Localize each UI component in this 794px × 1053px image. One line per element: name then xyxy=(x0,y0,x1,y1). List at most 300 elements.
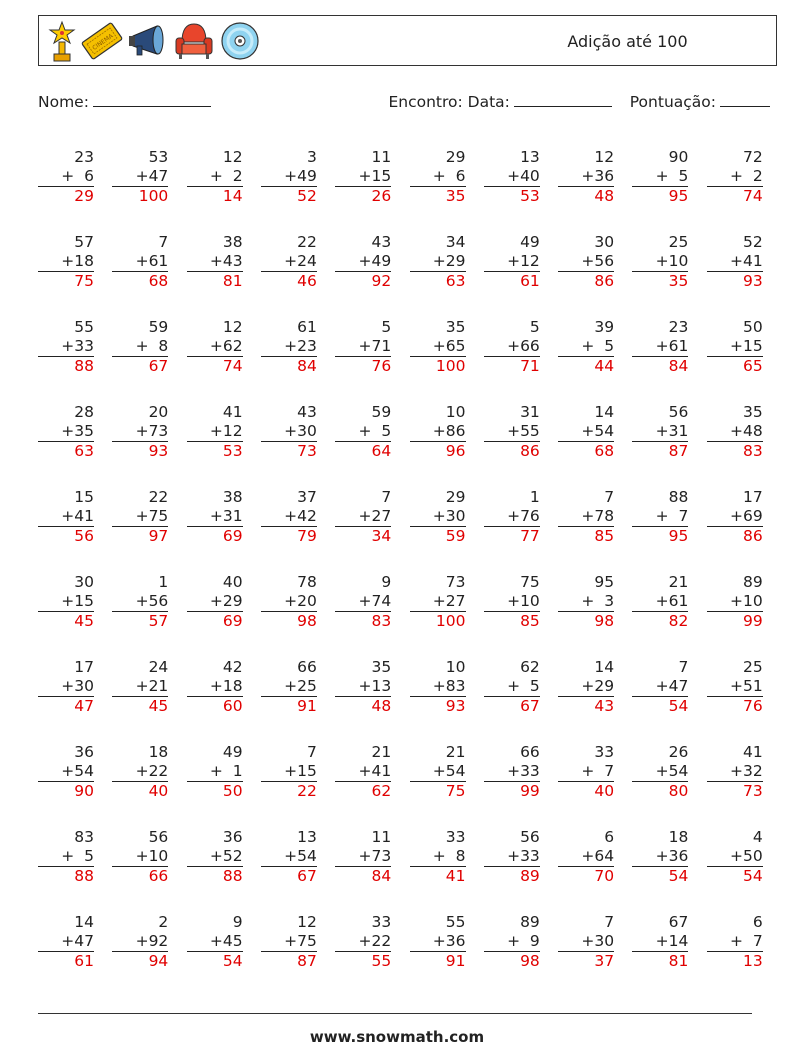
addend-bottom: +31 xyxy=(655,422,689,440)
addend-top: 23 xyxy=(74,148,94,166)
answer: 35 xyxy=(632,271,688,291)
addend-bottom: +51 xyxy=(729,677,763,695)
answer: 45 xyxy=(38,611,94,631)
addend-top: 10 xyxy=(445,403,466,421)
addend-bottom: +27 xyxy=(432,592,466,610)
answer: 100 xyxy=(112,186,168,206)
addend-top: 22 xyxy=(297,233,317,251)
addend-top: 18 xyxy=(668,828,689,846)
addition-problem xyxy=(38,148,94,206)
addend-bottom: +86 xyxy=(432,422,466,440)
answer: 60 xyxy=(187,696,243,716)
addend-top: 18 xyxy=(148,743,169,761)
addend-bottom: +21 xyxy=(135,677,169,695)
addend-top: 35 xyxy=(445,318,466,336)
answer: 34 xyxy=(335,526,391,546)
addition-problem xyxy=(112,828,168,886)
answer: 22 xyxy=(261,781,317,801)
megaphone-icon xyxy=(127,20,169,62)
addend-top: 53 xyxy=(148,148,169,166)
addend-bottom: +56 xyxy=(135,592,169,610)
addition-problem xyxy=(558,828,614,886)
addition-problem xyxy=(187,913,243,971)
addition-problem xyxy=(261,233,317,291)
addend-top: 5 xyxy=(529,318,540,336)
addition-problem xyxy=(261,403,317,461)
addend-top: 59 xyxy=(148,318,169,336)
addend-bottom: +83 xyxy=(432,677,466,695)
answer: 69 xyxy=(187,526,243,546)
addend-top: 34 xyxy=(445,233,466,251)
answer: 87 xyxy=(632,441,688,461)
answer: 77 xyxy=(484,526,540,546)
date-blank[interactable] xyxy=(514,92,612,107)
addition-problem xyxy=(38,913,94,971)
addition-problem xyxy=(632,573,688,631)
addend-top: 75 xyxy=(520,573,540,591)
addition-problem xyxy=(261,488,317,546)
addition-problem xyxy=(558,403,614,461)
addend-top: 6 xyxy=(752,913,763,931)
addend-bottom: +56 xyxy=(581,252,615,270)
answer: 46 xyxy=(261,271,317,291)
addend-bottom: +27 xyxy=(358,507,392,525)
addend-bottom: +30 xyxy=(284,422,317,440)
addition-problem xyxy=(261,148,317,206)
answer: 99 xyxy=(484,781,540,801)
addend-bottom: +61 xyxy=(655,592,689,610)
addend-top: 43 xyxy=(297,403,317,421)
addition-problem xyxy=(38,233,94,291)
addend-bottom: +12 xyxy=(209,422,243,440)
addend-bottom: +43 xyxy=(209,252,243,270)
answer: 57 xyxy=(112,611,168,631)
addend-top: 57 xyxy=(74,233,94,251)
addition-problem xyxy=(261,743,317,801)
addend-bottom: +61 xyxy=(655,337,689,355)
addend-top: 40 xyxy=(222,573,243,591)
addend-top: 90 xyxy=(668,148,689,166)
addition-problem xyxy=(632,828,688,886)
addend-bottom: +29 xyxy=(581,677,615,695)
addend-top: 15 xyxy=(74,488,94,506)
addend-bottom: +30 xyxy=(432,507,466,525)
addend-top: 22 xyxy=(148,488,169,506)
score-blank[interactable] xyxy=(720,92,770,107)
addend-bottom: +54 xyxy=(61,762,94,780)
addend-bottom: + 2 xyxy=(729,167,763,185)
addend-bottom: + 8 xyxy=(432,847,466,865)
addition-problem xyxy=(558,148,614,206)
addition-problem xyxy=(112,233,168,291)
addition-problem xyxy=(410,743,466,801)
answer: 55 xyxy=(335,951,391,971)
addend-bottom: + 7 xyxy=(581,762,615,780)
addend-top: 12 xyxy=(297,913,317,931)
addend-top: 35 xyxy=(371,658,392,676)
answer: 84 xyxy=(261,356,317,376)
addition-problem xyxy=(187,318,243,376)
addend-top: 39 xyxy=(594,318,615,336)
answer: 89 xyxy=(484,866,540,886)
trophy-icon xyxy=(47,20,77,62)
addition-problem xyxy=(484,148,540,206)
addend-bottom: + 6 xyxy=(432,167,466,185)
addend-bottom: +33 xyxy=(507,847,540,865)
answer: 63 xyxy=(410,271,466,291)
addition-problem xyxy=(484,488,540,546)
addition-problem xyxy=(707,573,763,631)
addition-problem xyxy=(112,658,168,716)
answer: 44 xyxy=(558,356,614,376)
answer: 93 xyxy=(112,441,168,461)
answer: 74 xyxy=(707,186,763,206)
addend-top: 13 xyxy=(297,828,317,846)
header-box xyxy=(38,15,777,66)
answer: 98 xyxy=(558,611,614,631)
addend-bottom: + 2 xyxy=(209,167,243,185)
addend-bottom: +52 xyxy=(209,847,243,865)
answer: 54 xyxy=(187,951,243,971)
addition-problem xyxy=(187,233,243,291)
name-blank[interactable] xyxy=(93,92,211,107)
addition-problem xyxy=(335,148,391,206)
addend-top: 21 xyxy=(371,743,392,761)
addend-top: 25 xyxy=(668,233,689,251)
addend-top: 9 xyxy=(232,913,243,931)
addend-bottom: + 3 xyxy=(581,592,615,610)
addend-bottom: +18 xyxy=(209,677,243,695)
addend-top: 72 xyxy=(742,148,763,166)
addition-problem xyxy=(261,658,317,716)
answer: 75 xyxy=(38,271,94,291)
answer: 40 xyxy=(112,781,168,801)
addend-top: 14 xyxy=(594,658,615,676)
addend-top: 12 xyxy=(594,148,615,166)
addend-bottom: +10 xyxy=(507,592,540,610)
addend-top: 73 xyxy=(445,573,466,591)
addition-problem xyxy=(187,573,243,631)
addend-bottom: +33 xyxy=(61,337,94,355)
addition-problem xyxy=(112,488,168,546)
addend-bottom: + 5 xyxy=(358,422,392,440)
addend-bottom: +66 xyxy=(507,337,540,355)
addition-problem xyxy=(707,318,763,376)
addend-top: 17 xyxy=(74,658,94,676)
answer: 47 xyxy=(38,696,94,716)
addition-problem xyxy=(707,403,763,461)
addend-top: 11 xyxy=(371,828,392,846)
name-field xyxy=(38,92,211,111)
addend-top: 38 xyxy=(222,233,243,251)
addend-top: 3 xyxy=(307,148,317,166)
addend-bottom: +69 xyxy=(729,507,763,525)
answer: 86 xyxy=(707,526,763,546)
addition-problem xyxy=(410,148,466,206)
addend-bottom: +15 xyxy=(284,762,317,780)
addition-problem xyxy=(632,403,688,461)
addend-top: 49 xyxy=(222,743,243,761)
addition-problem xyxy=(484,658,540,716)
addition-problem xyxy=(112,913,168,971)
addend-top: 56 xyxy=(520,828,540,846)
addition-problem xyxy=(38,488,94,546)
addend-top: 12 xyxy=(222,318,243,336)
addend-top: 7 xyxy=(381,488,392,506)
answer: 88 xyxy=(187,866,243,886)
addend-top: 7 xyxy=(678,658,689,676)
addend-top: 30 xyxy=(74,573,94,591)
addend-bottom: +29 xyxy=(432,252,466,270)
answer: 100 xyxy=(410,356,466,376)
addend-top: 28 xyxy=(74,403,94,421)
answer: 54 xyxy=(632,866,688,886)
addend-bottom: + 7 xyxy=(655,507,689,525)
addend-top: 12 xyxy=(222,148,243,166)
addition-problem xyxy=(410,573,466,631)
addend-bottom: + 5 xyxy=(507,677,540,695)
addend-top: 55 xyxy=(445,913,466,931)
addend-top: 35 xyxy=(742,403,763,421)
addend-bottom: +61 xyxy=(135,252,169,270)
addend-bottom: + 9 xyxy=(507,932,540,950)
addend-top: 56 xyxy=(668,403,689,421)
addend-bottom: +14 xyxy=(655,932,689,950)
addition-problem xyxy=(187,658,243,716)
answer: 62 xyxy=(335,781,391,801)
answer: 91 xyxy=(261,696,317,716)
addition-problem xyxy=(261,573,317,631)
addend-bottom: +36 xyxy=(655,847,689,865)
addend-bottom: +15 xyxy=(729,337,763,355)
addend-bottom: +65 xyxy=(432,337,466,355)
addend-top: 67 xyxy=(668,913,689,931)
answer: 73 xyxy=(261,441,317,461)
answer: 100 xyxy=(410,611,466,631)
answer: 81 xyxy=(632,951,688,971)
addend-top: 59 xyxy=(371,403,392,421)
addend-bottom: +32 xyxy=(729,762,763,780)
addend-bottom: + 5 xyxy=(581,337,615,355)
addition-problem xyxy=(410,828,466,886)
addend-top: 31 xyxy=(520,403,540,421)
addition-problem xyxy=(335,403,391,461)
addend-bottom: +10 xyxy=(729,592,763,610)
addition-problem xyxy=(112,148,168,206)
answer: 92 xyxy=(335,271,391,291)
addition-problem xyxy=(558,743,614,801)
addition-problem xyxy=(410,318,466,376)
addition-problem xyxy=(707,658,763,716)
addend-top: 55 xyxy=(74,318,94,336)
addition-problem xyxy=(335,573,391,631)
addend-top: 1 xyxy=(158,573,169,591)
addend-bottom: +41 xyxy=(358,762,392,780)
answer: 86 xyxy=(558,271,614,291)
addition-problem xyxy=(632,743,688,801)
addition-problem xyxy=(558,488,614,546)
answer: 95 xyxy=(632,186,688,206)
answer: 82 xyxy=(632,611,688,631)
addend-top: 78 xyxy=(297,573,317,591)
addend-bottom: +22 xyxy=(135,762,169,780)
addend-top: 21 xyxy=(445,743,466,761)
answer: 53 xyxy=(484,186,540,206)
addition-problem xyxy=(410,913,466,971)
session-score-fields xyxy=(388,92,770,111)
addition-problem xyxy=(632,658,688,716)
answer: 88 xyxy=(38,356,94,376)
addend-top: 13 xyxy=(520,148,540,166)
addend-bottom: +45 xyxy=(209,932,243,950)
worksheet-title: Adição até 100 xyxy=(567,32,688,51)
addend-bottom: +18 xyxy=(61,252,94,270)
addend-bottom: +54 xyxy=(432,762,466,780)
answer: 52 xyxy=(261,186,317,206)
addition-problem xyxy=(261,913,317,971)
addend-bottom: +47 xyxy=(655,677,689,695)
addition-problem xyxy=(410,403,466,461)
armchair-icon xyxy=(173,20,215,62)
addition-problem xyxy=(335,488,391,546)
addend-top: 42 xyxy=(222,658,243,676)
addition-problem xyxy=(707,488,763,546)
answer: 98 xyxy=(261,611,317,631)
addend-top: 1 xyxy=(529,488,540,506)
answer: 26 xyxy=(335,186,391,206)
addition-problem xyxy=(38,573,94,631)
addend-bottom: +54 xyxy=(284,847,317,865)
answer: 83 xyxy=(335,611,391,631)
addend-top: 9 xyxy=(381,573,392,591)
addition-problem xyxy=(187,828,243,886)
addend-top: 7 xyxy=(604,488,615,506)
answer: 29 xyxy=(38,186,94,206)
addend-top: 7 xyxy=(307,743,317,761)
addition-problem xyxy=(112,743,168,801)
addition-problem xyxy=(410,233,466,291)
addend-bottom: +33 xyxy=(507,762,540,780)
addend-top: 36 xyxy=(222,828,243,846)
disc-icon xyxy=(219,20,261,62)
addend-top: 25 xyxy=(742,658,763,676)
addition-problem xyxy=(187,488,243,546)
addend-bottom: +10 xyxy=(655,252,689,270)
addition-problem xyxy=(38,318,94,376)
addend-top: 89 xyxy=(742,573,763,591)
answer: 63 xyxy=(38,441,94,461)
addition-problem xyxy=(335,658,391,716)
addition-problem xyxy=(410,488,466,546)
addition-problem xyxy=(187,743,243,801)
addend-bottom: + 6 xyxy=(61,167,94,185)
addition-problem xyxy=(558,573,614,631)
addend-top: 37 xyxy=(297,488,317,506)
addition-problem xyxy=(707,828,763,886)
answer: 35 xyxy=(410,186,466,206)
addend-bottom: +36 xyxy=(432,932,466,950)
addition-problem xyxy=(558,233,614,291)
addition-problem xyxy=(632,318,688,376)
addend-bottom: +73 xyxy=(135,422,169,440)
addend-top: 95 xyxy=(594,573,615,591)
addition-problem xyxy=(484,318,540,376)
addend-top: 88 xyxy=(668,488,689,506)
addition-problem xyxy=(484,913,540,971)
addend-bottom: +76 xyxy=(507,507,540,525)
addend-bottom: +13 xyxy=(358,677,392,695)
addend-top: 61 xyxy=(297,318,317,336)
addend-bottom: + 8 xyxy=(135,337,169,355)
addend-bottom: +40 xyxy=(507,167,540,185)
addend-bottom: +74 xyxy=(358,592,392,610)
addition-problem xyxy=(38,828,94,886)
addend-bottom: +12 xyxy=(507,252,540,270)
addend-top: 23 xyxy=(668,318,689,336)
addend-top: 50 xyxy=(742,318,763,336)
addend-bottom: +29 xyxy=(209,592,243,610)
addend-top: 29 xyxy=(445,148,466,166)
answer: 70 xyxy=(558,866,614,886)
answer: 50 xyxy=(187,781,243,801)
addend-bottom: +22 xyxy=(358,932,392,950)
cinema-ticket-icon xyxy=(81,20,123,62)
addend-top: 33 xyxy=(594,743,615,761)
addend-bottom: +15 xyxy=(358,167,392,185)
answer: 65 xyxy=(707,356,763,376)
addition-problem xyxy=(112,318,168,376)
addend-top: 17 xyxy=(742,488,763,506)
addend-bottom: +73 xyxy=(358,847,392,865)
answer: 48 xyxy=(335,696,391,716)
footer-site: www.snowmath.com xyxy=(309,1028,485,1046)
addend-bottom: +30 xyxy=(581,932,615,950)
addend-top: 24 xyxy=(148,658,169,676)
answer: 98 xyxy=(484,951,540,971)
answer: 71 xyxy=(484,356,540,376)
addend-bottom: + 5 xyxy=(655,167,689,185)
addend-bottom: +49 xyxy=(284,167,317,185)
addition-problem xyxy=(335,828,391,886)
addition-problem xyxy=(38,658,94,716)
answer: 83 xyxy=(707,441,763,461)
addition-problem xyxy=(632,148,688,206)
addend-bottom: +50 xyxy=(729,847,763,865)
answer: 43 xyxy=(558,696,614,716)
addend-bottom: +10 xyxy=(135,847,169,865)
addend-top: 83 xyxy=(74,828,94,846)
answer: 68 xyxy=(112,271,168,291)
session-label: Encontro: Data: xyxy=(388,93,510,111)
addend-top: 14 xyxy=(594,403,615,421)
addend-bottom: +20 xyxy=(284,592,317,610)
answer: 74 xyxy=(187,356,243,376)
addend-bottom: +47 xyxy=(135,167,169,185)
answer: 40 xyxy=(558,781,614,801)
addition-problem xyxy=(335,913,391,971)
addition-problem xyxy=(707,913,763,971)
addition-problem xyxy=(484,743,540,801)
addend-top: 26 xyxy=(668,743,689,761)
addition-problem xyxy=(335,233,391,291)
addition-problem xyxy=(484,233,540,291)
answer: 76 xyxy=(707,696,763,716)
answer: 67 xyxy=(484,696,540,716)
answer: 56 xyxy=(38,526,94,546)
addition-problem xyxy=(707,148,763,206)
answer: 90 xyxy=(38,781,94,801)
addend-bottom: +41 xyxy=(729,252,763,270)
